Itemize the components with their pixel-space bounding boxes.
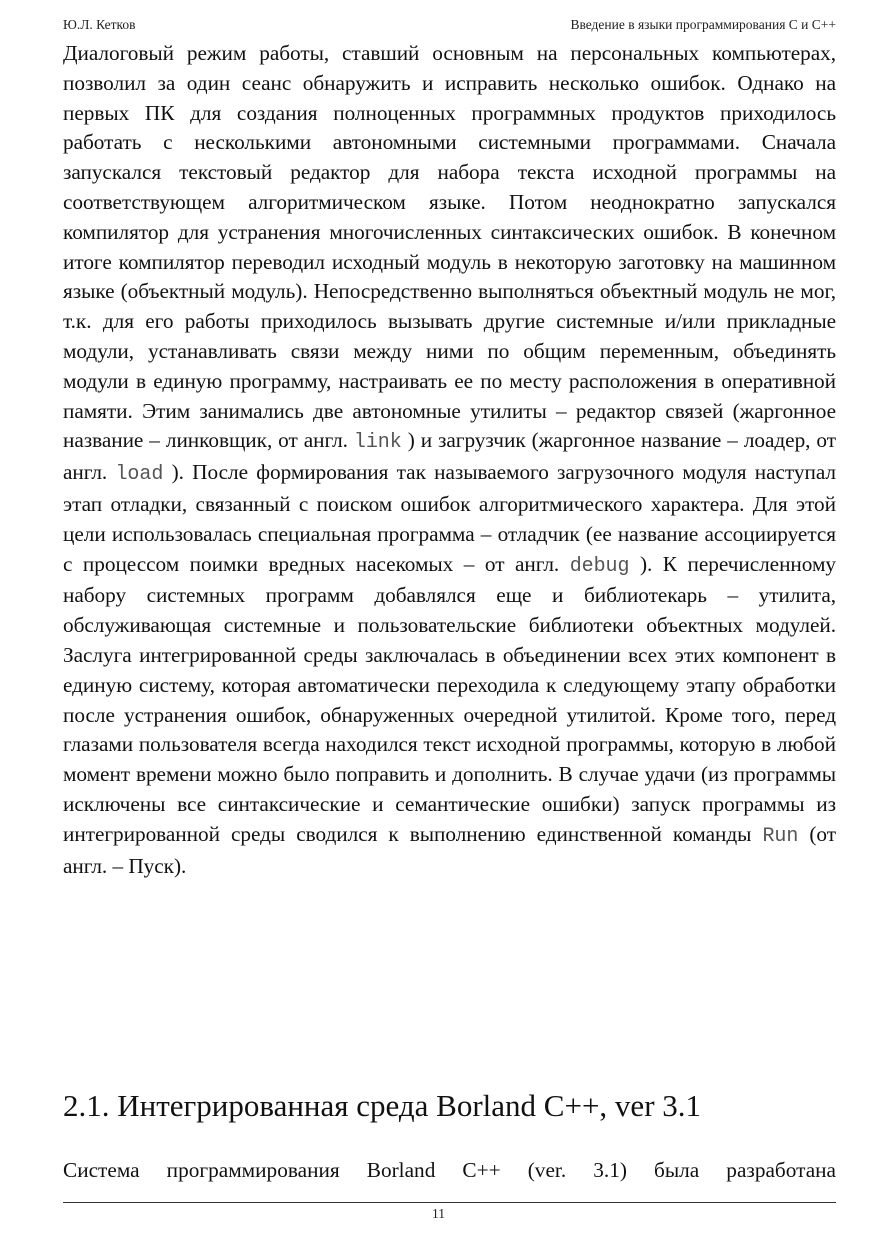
code-link: link xyxy=(353,431,402,455)
page-header xyxy=(63,16,836,34)
footer-divider xyxy=(63,1202,836,1203)
header-book-title: Введение в языки программирования С и С++ xyxy=(570,17,836,32)
paragraph-text: (от англ. – Пуск). xyxy=(63,821,836,878)
paragraph-text: ). После формирования так называемого загрузочного модуля наступал этап отладки, связанный с поиском ошибок алгоритмического характера. Для этой цели использовалась специальная программа – отладчик (ее название ассоциируется с процессом поимки вредных насекомых – от англ. xyxy=(63,460,837,576)
section-first-line: Система программирования Borland C++ (ver. 3.1) была разработана xyxy=(63,1158,836,1182)
paragraph-text: ). К перечисленному набору системных программ добавлялся еще и библиотекарь – утилита, обслуживающая системные и пользовательские библиотеки объектных модулей. Заслуга интегрированной среды заключалась в объединении всех этих компонент в единую систему, которая автоматически переходила к следующему этапу обработки после устранения ошибок, обнаруженных очередной утилитой. Кроме того, перед глазами пользователя всегда находился текст исходной программы, которую в любой момент времени можно было поправить и дополнить. В случае удачи (из программы исключены все синтаксические и семантические ошибки) запуск программы из интегрированной среды сводился к выполнению единственной команды xyxy=(63,551,836,846)
code-run: Run xyxy=(762,824,799,848)
paragraph-text: Диалоговый режим работы, ставший основным на персональных компьютерах, позволил за один сеанс обнаружить и исправить несколько ошибок. Однако на первых ПК для создания полноценных программных продуктов приходилось работать с несколькими автономными системными программами. Сначала запускался текстовый редактор для набора текста исходной программы на соответствующем алгоритмическом языке. Потом неоднократно запускался компилятор для устранения многочисленных синтаксических ошибок. В конечном итоге компилятор переводил исходный модуль в некоторую заготовку на машинном языке (объектный модуль). Непосредственно выполняться объектный модуль не мог, т.к. для его работы приходилось вызывать другие системные и/или прикладные модули, устанавливать связи между ними по общим переменным, объединять модули в единую программу, настраивать ее по месту расположения в оперативной памяти. Этим занимались две автономные утилиты – редактор связей (жаргонное название – линковщик, от англ. xyxy=(63,41,836,453)
code-load: load xyxy=(115,463,164,487)
section-heading: 2.1. Интегрированная среда Borland C++, ver 3.1 xyxy=(63,1088,702,1123)
page-number: 11 xyxy=(432,1206,445,1221)
header-author: Ю.Л. Кетков xyxy=(63,17,136,32)
code-debug: debug xyxy=(569,554,630,578)
body-paragraph xyxy=(63,39,836,881)
paragraph-text: ) и загрузчик (жаргонное название – лоадер, от англ. xyxy=(63,428,836,485)
